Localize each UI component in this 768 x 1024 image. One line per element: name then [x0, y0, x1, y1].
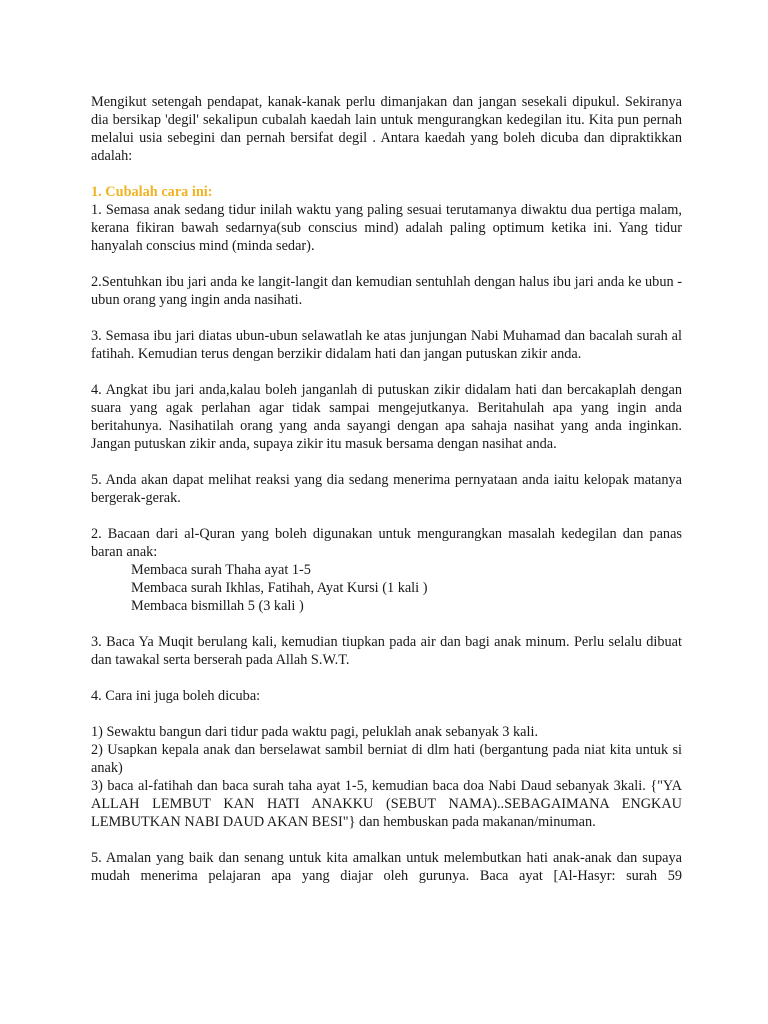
- section-2-item: Membaca bismillah 5 (3 kali ): [131, 598, 304, 614]
- step-5-paragraph: 5. Anda akan dapat melihat reaksi yang dia sedang menerima pernyataan anda iaitu kelopak matanya bergerak-gerak.: [91, 472, 682, 506]
- section-2-item: Membaca surah Thaha ayat 1-5: [131, 562, 311, 578]
- section-4-item-2: 2) Usapkan kepala anak dan berselawat sambil berniat di dlm hati (bergantung pada niat kita untuk si anak): [91, 742, 682, 776]
- section-4-item-1: 1) Sewaktu bangun dari tidur pada waktu pagi, peluklah anak sebanyak 3 kali.: [91, 724, 539, 740]
- section-4-item-3: 3) baca al-fatihah dan baca surah taha ayat 1-5, kemudian baca doa Nabi Daud sebanyak 3kali. {"YA ALLAH LEMBUT KAN HATI ANAKKU (SEBUT NAMA)..SEBAGAIMANA ENGKAU LEMBUTKAN NABI DAUD AKAN BESI"} dan hembuskan pada makanan/minuman.: [91, 778, 682, 830]
- intro-paragraph: Mengikut setengah pendapat, kanak-kanak perlu dimanjakan dan jangan sesekali dipukul. Sekiranya dia bersikap 'degil' sekalipun cubalah kaedah lain untuk mengurangkan kedegilan itu. Kita pun pernah melalui usia sebegini dan pernah bersifat degil . Antara kaedah yang boleh dicuba dan dipraktikkan adalah:: [91, 94, 682, 164]
- section-3-paragraph: 3. Baca Ya Muqit berulang kali, kemudian tiupkan pada air dan bagi anak minum. Perlu selalu dibuat dan tawakal serta berserah pada Allah S.W.T.: [91, 634, 682, 668]
- step-4-paragraph: 4. Angkat ibu jari anda,kalau boleh janganlah di putuskan zikir didalam hati dan bercakaplah dengan suara yang agak perlahan agar tidak sampai mengejutkanya. Beritahulah apa yang ingin anda beritahunya. Nasihatilah orang yang anda sayangi dengan apa sahaja nasihat yang anda inginkan. Jangan putuskan zikir anda, supaya zikir itu masuk bersama dengan nasihat anda.: [91, 382, 682, 452]
- step-1-paragraph: 1. Semasa anak sedang tidur inilah waktu yang paling sesuai terutamanya diwaktu dua pertiga malam, kerana fikiran bawah sedarnya(sub conscius mind) adalah paling optimum ketika ini. Yang tidur hanyalah conscius mind (minda sedar).: [91, 202, 682, 254]
- section-5-paragraph: 5. Amalan yang baik dan senang untuk kita amalkan untuk melembutkan hati anak-anak dan supaya mudah menerima pelajaran apa yang diajar oleh gurunya. Baca ayat [Al-Hasyr: surah 59: [91, 850, 682, 884]
- section-2-item: Membaca surah Ikhlas, Fatihah, Ayat Kursi (1 kali ): [131, 580, 428, 596]
- section-2-paragraph: 2. Bacaan dari al-Quran yang boleh digunakan untuk mengurangkan masalah kedegilan dan panas baran anak:: [91, 526, 682, 560]
- section-4-heading: 4. Cara ini juga boleh dicuba:: [91, 688, 261, 704]
- section-heading-1: 1. Cubalah cara ini:: [91, 184, 213, 200]
- step-3-paragraph: 3. Semasa ibu jari diatas ubun-ubun selawatlah ke atas junjungan Nabi Muhamad dan bacalah surah al fatihah. Kemudian terus dengan berzikir didalam hati dan jangan putuskan zikir anda.: [91, 328, 682, 362]
- step-2-paragraph: 2.Sentuhkan ibu jari anda ke langit-langit dan kemudian sentuhlah dengan halus ibu jari anda ke ubun - ubun orang yang ingin anda nasihati.: [91, 274, 682, 308]
